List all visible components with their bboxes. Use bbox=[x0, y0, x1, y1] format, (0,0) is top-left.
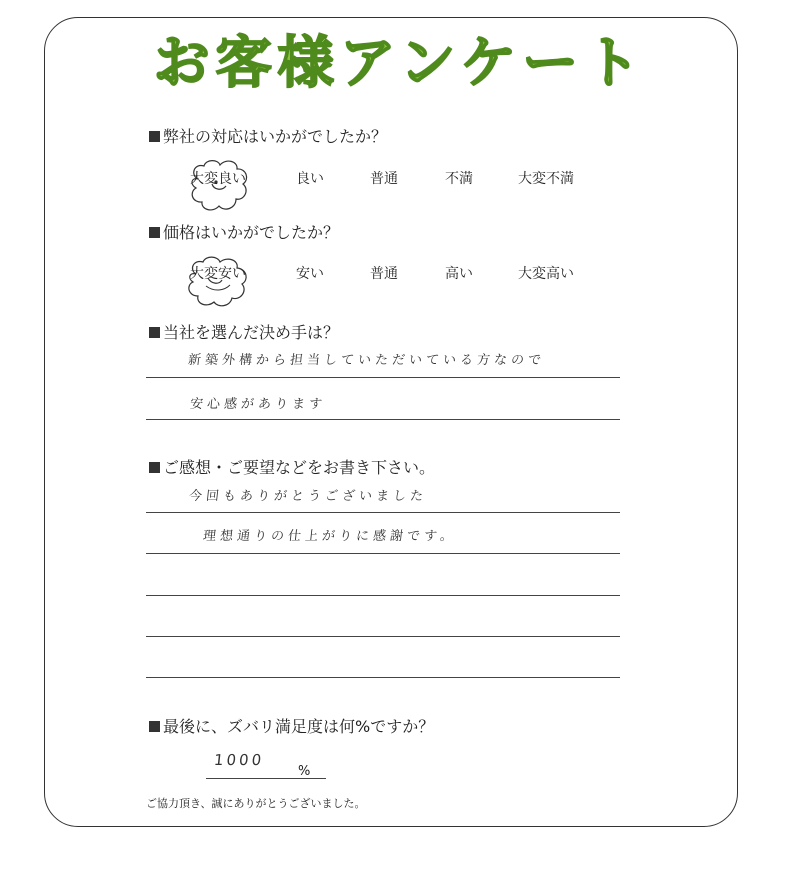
question-4 bbox=[149, 458, 435, 478]
answer-rule bbox=[146, 677, 620, 678]
question-3-label: 当社を選んだ決め手は？ bbox=[163, 323, 340, 342]
question-1 bbox=[149, 127, 387, 147]
answer-rule bbox=[146, 377, 620, 378]
thank-you-footer: ご協力頂き、誠にありがとうございました。 bbox=[146, 797, 366, 810]
q2-option-4[interactable]: 高い bbox=[445, 266, 473, 282]
q2-option-3[interactable]: 普通 bbox=[370, 266, 398, 282]
question-2-label: 価格はいかがでしたか？ bbox=[163, 223, 340, 242]
satisfaction-value: 1000 bbox=[213, 751, 266, 769]
q1-option-2[interactable]: 良い bbox=[296, 171, 324, 187]
survey-title: お客様アンケート bbox=[153, 31, 647, 96]
answer-rule bbox=[146, 636, 620, 637]
question-3 bbox=[149, 323, 339, 343]
q1-option-1[interactable]: 大変良い bbox=[190, 171, 246, 187]
q2-option-2[interactable]: 安い bbox=[296, 266, 324, 282]
question-2 bbox=[149, 223, 339, 243]
q1-option-4[interactable]: 不満 bbox=[445, 171, 473, 187]
q4-answer-line-2: 理想通りの仕上がりに感謝です。 bbox=[202, 529, 458, 544]
square-bullet-icon bbox=[149, 721, 160, 732]
question-5 bbox=[149, 717, 434, 737]
q3-answer-line-2: 安心感があります bbox=[189, 397, 327, 412]
q2-option-1[interactable]: 大変安い bbox=[190, 266, 246, 282]
square-bullet-icon bbox=[149, 327, 160, 338]
question-4-label: ご感想・ご要望などをお書き下さい。 bbox=[163, 458, 436, 477]
answer-rule bbox=[146, 512, 620, 513]
q4-answer-line-1: 今回もありがとうございました bbox=[188, 489, 428, 504]
question-5-label: 最後に、ズバリ満足度は何%ですか？ bbox=[163, 717, 435, 736]
q1-option-3[interactable]: 普通 bbox=[370, 171, 398, 187]
answer-rule bbox=[146, 595, 620, 596]
question-1-label: 弊社の対応はいかがでしたか？ bbox=[163, 127, 388, 146]
square-bullet-icon bbox=[149, 131, 160, 142]
answer-rule bbox=[206, 778, 326, 779]
q1-option-5[interactable]: 大変不満 bbox=[518, 171, 574, 187]
square-bullet-icon bbox=[149, 227, 160, 238]
q2-option-5[interactable]: 大変高い bbox=[518, 266, 574, 282]
percent-unit: % bbox=[298, 764, 311, 779]
answer-rule bbox=[146, 553, 620, 554]
answer-rule bbox=[146, 419, 620, 420]
square-bullet-icon bbox=[149, 462, 160, 473]
q3-answer-line-1: 新築外構から担当していただいている方なので bbox=[187, 353, 546, 368]
